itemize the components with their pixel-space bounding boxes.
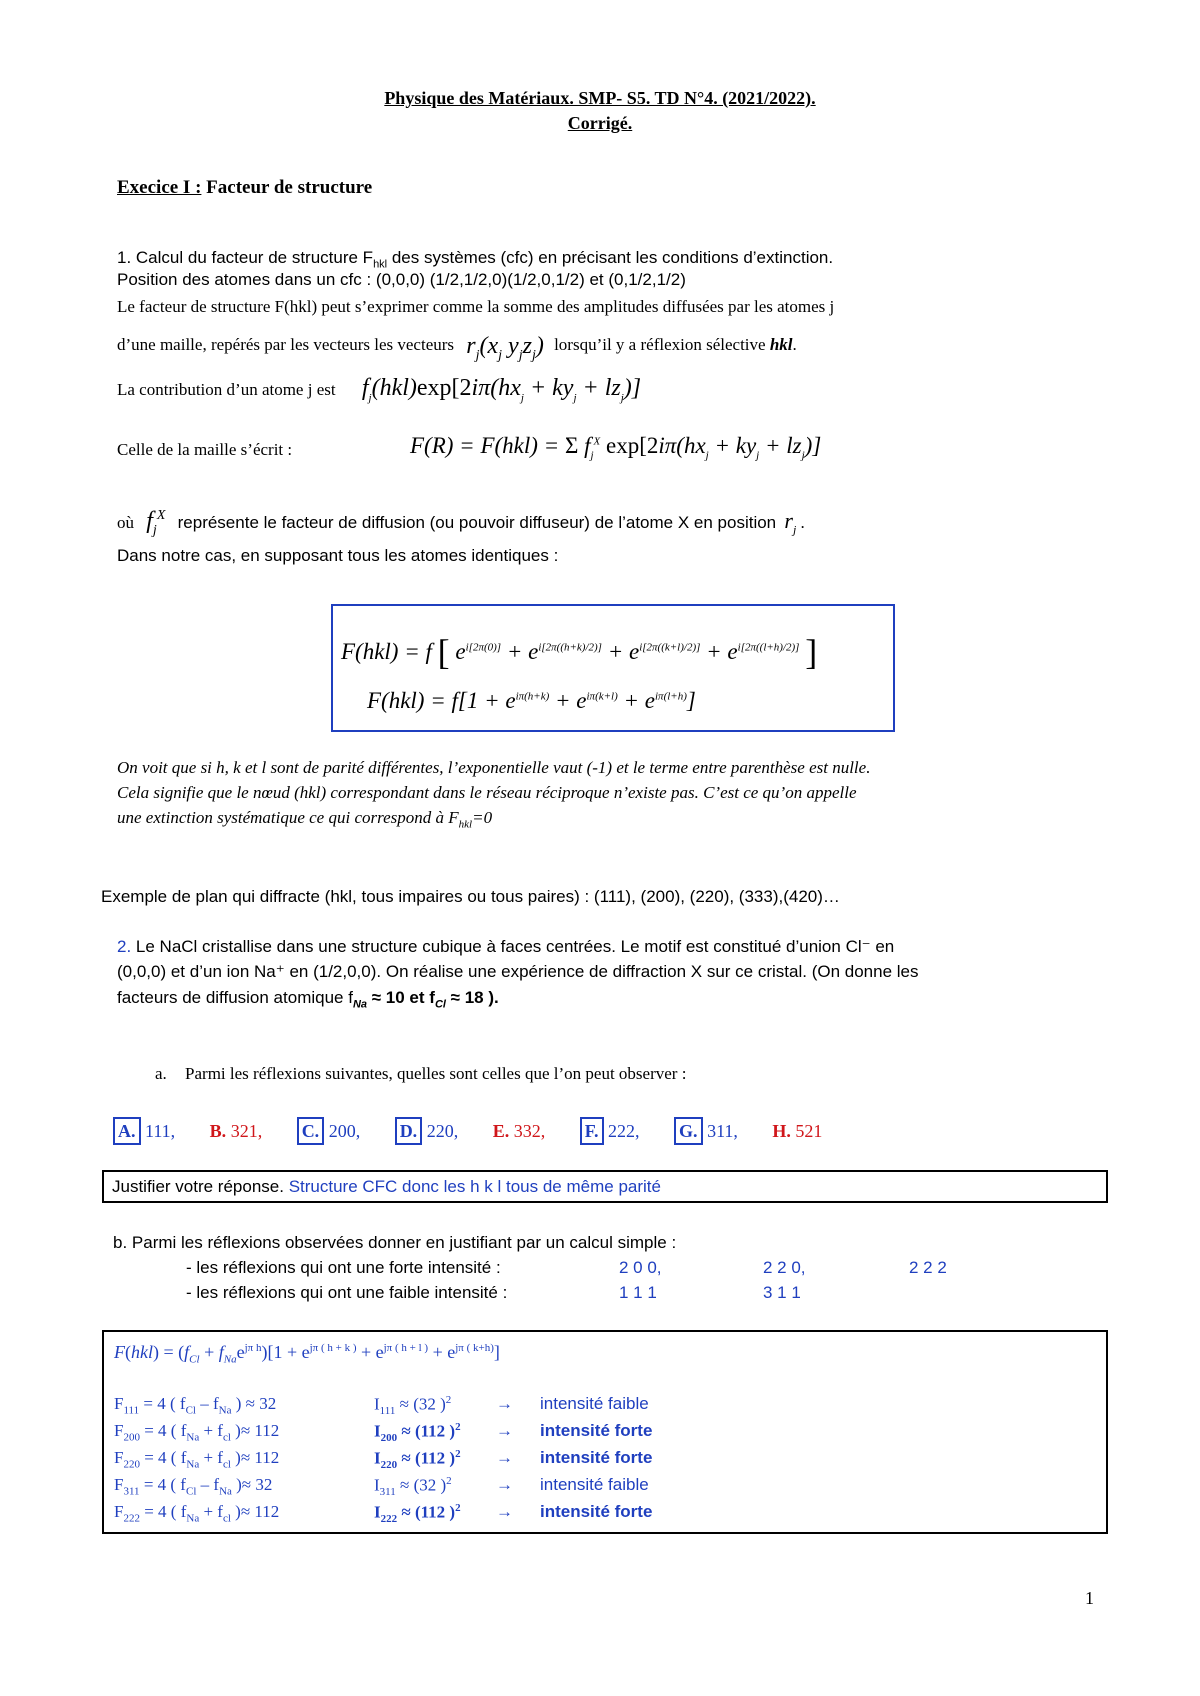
intensity-expr — [374, 1394, 451, 1417]
part2-line3-na: Na — [352, 998, 368, 1011]
i-symbol: I — [374, 1448, 381, 1468]
exercise-title: Facteur de structure — [206, 177, 373, 198]
f-op: + f — [199, 1502, 223, 1521]
arrow-icon: → — [496, 1448, 513, 1467]
i-value: ≈ (32 ) — [395, 1475, 447, 1495]
question-a — [155, 1064, 686, 1084]
f-approx: )≈ 112 — [230, 1421, 280, 1440]
part1-line6 — [117, 440, 292, 460]
choice-e-value: 332, — [513, 1121, 546, 1141]
choice-a-value: 111, — [145, 1121, 176, 1141]
arrow-icon: → — [496, 1394, 513, 1413]
intensity-row — [114, 1448, 1094, 1472]
f-op: + f — [199, 1421, 223, 1440]
weak-intensity-label: - les réflexions qui ont une faible intensité : — [186, 1283, 508, 1302]
f-subscript: 222 — [123, 1512, 140, 1525]
page-subtitle: Corrigé. — [567, 113, 633, 133]
diffusion-factor-symbol: $f_j^X$ — [146, 508, 166, 538]
choice-f[interactable] — [580, 1121, 640, 1141]
choice-f-value: 222, — [608, 1121, 640, 1141]
intensity-row — [114, 1421, 1094, 1445]
f-term-a: Na — [186, 1512, 200, 1525]
arrow-icon: → — [496, 1502, 513, 1521]
f-term-b: cl — [222, 1512, 231, 1525]
part2-line3-text: facteurs de diffusion atomique f — [117, 988, 353, 1007]
extinction-note-line3-end: =0 — [472, 808, 493, 827]
question-a-text: Parmi les réflexions suivantes, quelles sont celles que l’on peut observer : — [185, 1064, 687, 1083]
part2-line3-cl: Cl — [434, 998, 446, 1011]
part2-number: 2. — [117, 937, 132, 956]
weak-value-2: 3 1 1 — [763, 1283, 801, 1302]
part1-line5-text: La contribution d’un atome j est — [117, 380, 336, 399]
part1-line7: où $f_j^X$ représente le facteur de diffusion (ou pouvoir diffuseur) de l’atome X en position $r_j$ . — [117, 508, 805, 538]
choice-h-letter: H. — [772, 1121, 791, 1141]
position-vector-rj: $r_j$ — [784, 508, 797, 537]
part2-line3-end: ≈ 18 ). — [445, 988, 499, 1007]
arrow-icon: → — [496, 1475, 513, 1494]
cell-structure-factor-formula: F(R) = F(hkl) = Σ $f_j^X$ $\exp[2i\pi(hx_j + ky_j + lz_j)]$ — [410, 433, 822, 462]
f-expr: = 4 ( f — [139, 1475, 186, 1494]
f-term-a: Cl — [185, 1485, 197, 1498]
answer-formula: $F(hkl) = (f_{Cl} + f_{Na}e^{j\pi h})[1 + e^{j\pi ( h + k )} + e^{j\pi ( h + l )} + e^{j\pi ( k+h)}]$ — [114, 1342, 500, 1366]
f-op: – f — [195, 1394, 219, 1413]
f-subscript: 220 — [123, 1458, 140, 1471]
choice-h-value: 521 — [795, 1121, 823, 1141]
f-op: + f — [199, 1448, 223, 1467]
arrow-icon: → — [496, 1421, 513, 1440]
f-expr: = 4 ( f — [139, 1394, 186, 1413]
part1-line7-mid: représente le facteur de diffusion (ou pouvoir diffuseur) de l’atome X en position — [177, 513, 777, 532]
f-subscript: 111 — [123, 1404, 140, 1417]
choice-c-value: 200, — [328, 1121, 361, 1141]
i-value: ≈ (112 ) — [397, 1502, 456, 1522]
structure-factor-expr — [114, 1502, 279, 1524]
question-b: b. Parmi les réflexions observées donner en justifiant par un calcul simple : — [113, 1233, 677, 1252]
part1-line3: Le facteur de structure F(hkl) peut s’exprimer comme la somme des amplitudes diffusées par les atomes j — [117, 297, 835, 316]
f-approx: )≈ 112 — [230, 1502, 280, 1521]
extinction-note-line2: Cela signifie que le nœud (hkl) correspondant dans le réseau réciproque n’existe pas. C’est ce qu’on appelle — [117, 783, 857, 802]
choice-f-letter: F. — [580, 1117, 604, 1145]
f-term-b: Na — [219, 1485, 232, 1498]
extinction-note-line1: On voit que si h, k et l sont de parité différentes, l’exponentielle vaut (-1) et le terme entre parenthèse est nulle. — [117, 758, 871, 777]
part1-line4-text: d’une maille, repérés par les vecteurs les vecteurs — [117, 335, 455, 354]
strong-value-1: 2 0 0, — [619, 1258, 662, 1277]
i-subscript: 222 — [380, 1513, 398, 1526]
f-term-a: Na — [186, 1431, 200, 1444]
part2-line3-mid: ≈ 10 et f — [367, 988, 435, 1007]
justify-box — [102, 1170, 1108, 1203]
part1-line7-start: où — [117, 513, 134, 532]
i-value: ≈ (32 ) — [395, 1394, 446, 1414]
f-symbol: F — [114, 1502, 124, 1521]
f-symbol: F — [114, 1394, 124, 1413]
intensity-expr — [374, 1421, 461, 1444]
part1-line4: d’une maille, repérés par les vecteurs les vecteurs $r_j(x_j$ $y_jz_j$) lorsqu’il y a réflexion sélective hkl. — [117, 333, 797, 363]
choice-g-value: 311, — [707, 1121, 738, 1141]
i-square: 2 — [445, 1394, 452, 1406]
part1-line4-hkl: hkl — [769, 335, 793, 354]
choice-b-letter: B. — [209, 1121, 227, 1141]
structure-factor-expr — [114, 1475, 272, 1497]
f-expr: = 4 ( f — [139, 1502, 187, 1521]
choice-h[interactable] — [772, 1121, 822, 1141]
i-symbol: I — [374, 1475, 380, 1495]
choice-b[interactable] — [210, 1121, 263, 1141]
i-subscript: 200 — [380, 1432, 398, 1445]
justify-answer: Structure CFC donc les h k l tous de même parité — [288, 1177, 661, 1196]
f-approx: )≈ 32 — [231, 1475, 273, 1494]
i-square: 2 — [455, 1421, 461, 1433]
part1-line4-end: lorsqu’il y a réflexion sélective — [554, 335, 766, 354]
part2-line1 — [117, 937, 1092, 957]
page-title: Physique des Matériaux. SMP- S5. TD N°4. (2021/2022). — [384, 88, 816, 108]
intensity-result: intensité forte — [540, 1502, 653, 1521]
intensity-row — [114, 1475, 1094, 1499]
structure-factor-expr — [114, 1421, 279, 1443]
question-a-label: a. — [155, 1064, 167, 1083]
page-number: 1 — [1085, 1588, 1094, 1608]
atom-contribution-formula: $f_j(hkl)\exp[2i\pi(hx_j + ky_j + lz_j)]$ — [361, 375, 642, 404]
intensity-result: intensité forte — [540, 1448, 653, 1467]
part1-line1-text: 1. Calcul du facteur de structure F — [117, 248, 374, 267]
f-subscript: 311 — [123, 1485, 140, 1498]
f-op: – f — [196, 1475, 220, 1494]
f-term-a: Cl — [185, 1404, 196, 1417]
part1-line1-sub: hkl — [373, 258, 388, 271]
extinction-note-line3 — [117, 808, 492, 830]
part1-line5 — [117, 375, 641, 404]
i-subscript: 311 — [379, 1486, 396, 1499]
strong-value-3: 2 2 2 — [909, 1258, 947, 1277]
i-symbol: I — [374, 1421, 381, 1441]
cfc-formula-row2: $F(hkl) = f[1 + e^{i\pi(h+k)} + e^{i\pi(k+l)} + e^{i\pi(l+h)}]$ — [367, 688, 696, 713]
choice-b-value: 321, — [230, 1121, 263, 1141]
f-symbol: F — [114, 1421, 124, 1440]
f-approx: )≈ 112 — [230, 1448, 280, 1467]
intensity-result: intensité faible — [540, 1394, 649, 1413]
part2-line1-text: Le NaCl cristallise dans une structure cubique à faces centrées. Le motif est constitué d’union Cl⁻ en — [131, 937, 895, 956]
extinction-note-line3-text: une extinction systématique ce qui correspond à F — [117, 808, 459, 827]
structure-factor-expr — [114, 1394, 276, 1416]
choice-d[interactable] — [395, 1121, 459, 1141]
part2-line2: (0,0,0) et d’un ion Na⁺ en (1/2,0,0). On réalise une expérience de diffraction X sur ce cristal. (On donne les — [117, 962, 919, 981]
choice-d-value: 220, — [426, 1121, 459, 1141]
part2-line3 — [117, 988, 499, 1010]
choice-d-letter: D. — [395, 1117, 423, 1145]
f-symbol: F — [114, 1448, 124, 1467]
choice-e[interactable] — [493, 1121, 546, 1141]
position-vector: $r_j(x_j$ $y_jz_j$) — [466, 333, 544, 363]
intensity-expr — [374, 1448, 461, 1471]
i-value: ≈ (112 ) — [397, 1421, 456, 1441]
choice-e-letter: E. — [492, 1121, 510, 1141]
choice-c-letter: C. — [297, 1117, 325, 1145]
answer-box — [102, 1330, 1108, 1534]
part1-line1 — [117, 248, 833, 270]
choice-g[interactable] — [674, 1121, 738, 1141]
f-term-b: cl — [222, 1431, 231, 1444]
exercise-heading — [117, 177, 372, 199]
f-expr: = 4 ( f — [139, 1421, 187, 1440]
weak-value-1: 1 1 1 — [619, 1283, 657, 1302]
part1-line2: Position des atomes dans un cfc : (0,0,0) (1/2,1/2,0)(1/2,0,1/2) et (0,1/2,1/2) — [117, 270, 686, 289]
i-square: 2 — [455, 1502, 461, 1514]
intensity-expr — [374, 1502, 461, 1525]
i-subscript: 111 — [379, 1405, 396, 1418]
i-symbol: I — [374, 1394, 380, 1414]
intensity-result: intensité forte — [540, 1421, 653, 1440]
part1-line6-text: Celle de la maille s’écrit : — [117, 440, 293, 459]
diffracting-planes-example: Exemple de plan qui diffracte (hkl, tous impaires ou tous paires) : (111), (200), (220), (333),(420)… — [101, 887, 840, 906]
choice-a-letter: A. — [113, 1117, 141, 1145]
i-square: 2 — [455, 1448, 461, 1460]
f-approx: ) ≈ 32 — [231, 1394, 277, 1413]
extinction-note-line3-sub: hkl — [458, 818, 473, 831]
f-symbol: F — [114, 1475, 124, 1494]
f-subscript: 200 — [123, 1431, 140, 1444]
i-value: ≈ (112 ) — [397, 1448, 456, 1468]
justify-content — [112, 1177, 661, 1197]
f-expr: = 4 ( f — [139, 1448, 187, 1467]
choices-row — [113, 1117, 822, 1145]
f-term-b: cl — [222, 1458, 231, 1471]
intensity-result: intensité faible — [540, 1475, 649, 1494]
strong-intensity-label: - les réflexions qui ont une forte intensité : — [186, 1258, 501, 1277]
strong-value-2: 2 2 0, — [763, 1258, 806, 1277]
i-square: 2 — [446, 1475, 452, 1487]
intensity-expr — [374, 1475, 452, 1498]
cfc-formula-box — [331, 604, 895, 732]
f-term-a: Na — [186, 1458, 200, 1471]
choice-g-letter: G. — [674, 1117, 703, 1145]
part1-line1-end: des systèmes (cfc) en précisant les conditions d’extinction. — [387, 248, 834, 267]
exercise-label: Execice I : — [117, 177, 202, 198]
i-symbol: I — [374, 1502, 381, 1522]
cfc-formula-row1: F(hkl) = f [ $e^{i[2\pi(0)]} + e^{i[2\pi((h+k)/2)]} + e^{i[2\pi((k+l)/2)]} + e^{i[2\pi((l+h)/2)]}$ ] — [341, 632, 818, 672]
part1-line8: Dans notre cas, en supposant tous les atomes identiques : — [117, 546, 559, 565]
choice-c[interactable] — [297, 1121, 361, 1141]
i-subscript: 220 — [380, 1459, 398, 1472]
structure-factor-expr — [114, 1448, 279, 1470]
intensity-row — [114, 1502, 1094, 1526]
justify-label: Justifier votre réponse. — [112, 1177, 284, 1196]
intensity-row — [114, 1394, 1094, 1418]
f-term-b: Na — [218, 1404, 232, 1417]
choice-a[interactable] — [113, 1121, 175, 1141]
